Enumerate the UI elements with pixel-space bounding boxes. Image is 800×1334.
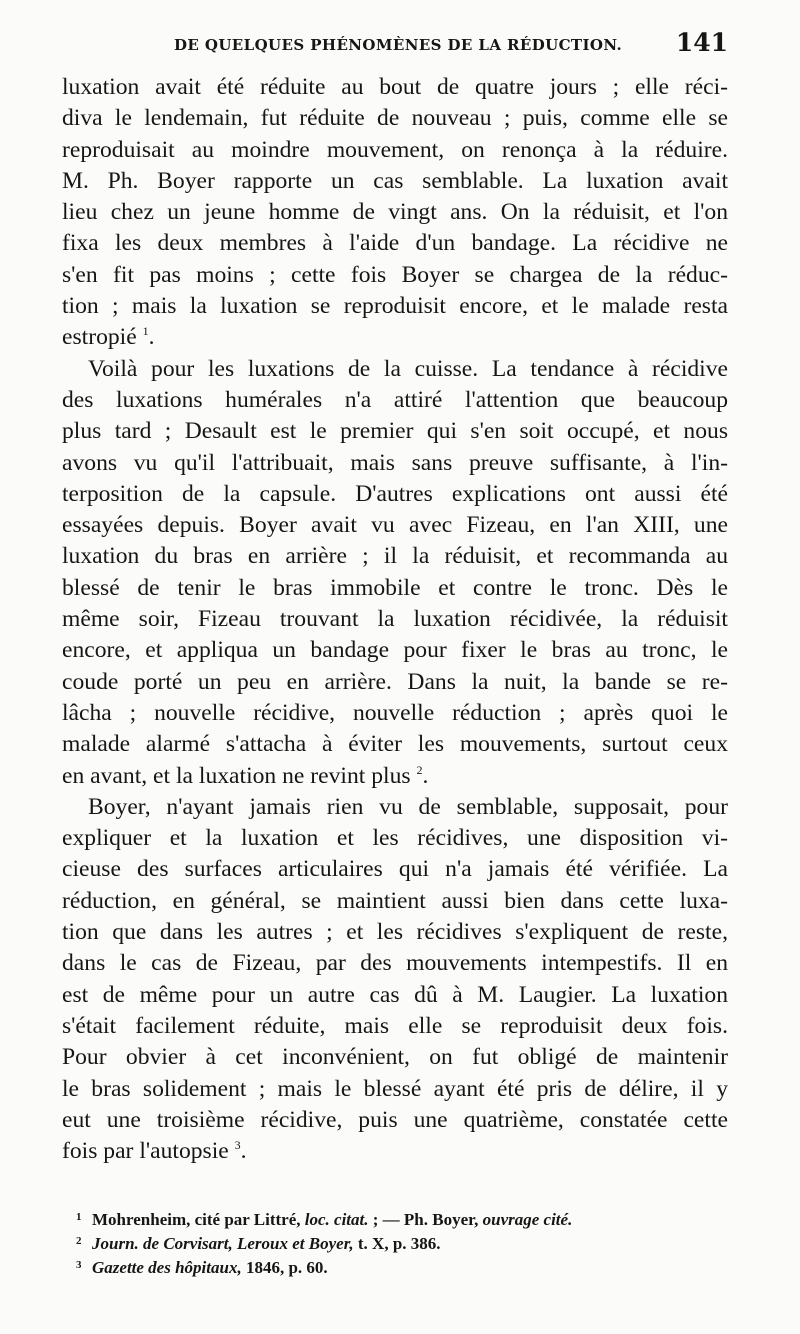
text-line [62,322,728,353]
text-line: cieuse des surfaces articulaires qui n'a jamais été vérifiée. La [62,856,728,883]
footnote-ref-3: 3 [234,1138,241,1153]
footnote-text: ; — Ph. Boyer, [368,1210,483,1229]
text-line: même soir, Fizeau trouvant la luxation récidivée, la réduisit [62,606,728,633]
text-line: dans le cas de Fizeau, par des mouvements intempestifs. Il en [62,950,728,977]
text-line: terposition de la capsule. D'autres explications ont aussi été [62,480,728,507]
text-line: Boyer, n'ayant jamais rien vu de semblable, supposait, pour [88,793,728,820]
text-line: lâcha ; nouvelle récidive, nouvelle réduction ; après quoi le [62,699,728,726]
footnote-1: 1 Mohrenheim, cité par Littré, loc. citat. ; — Ph. Boyer, ouvrage cité. [76,1210,573,1229]
text-line: M. Ph. Boyer rapporte un cas semblable. La luxation avait [62,167,728,194]
text-line: tion que dans les autres ; et les récidives s'expliquent de reste, [62,919,728,946]
footnote-text: 1846, p. 60. [241,1258,328,1277]
text-line: eut une troisième récidive, puis une quatrième, constatée cette [62,1106,728,1133]
footnote-text-italic: Gazette des hôpitaux, [92,1258,242,1277]
footnote-text: Mohrenheim, cité par Littré, [92,1210,305,1229]
footnote-3: 3 Gazette des hôpitaux, 1846, p. 60. [76,1258,328,1277]
text-line: blessé de tenir le bras immobile et contre le tronc. Dès le [62,574,728,601]
footnote-text-italic: Journ. de Corvisart, Leroux et Boyer, [92,1234,354,1253]
body-text [62,72,728,1167]
running-head [62,30,728,66]
footnote-ref-2: 2 [416,762,423,777]
text-line: des luxations humérales n'a attiré l'attention que beaucoup [62,386,728,413]
text-line: le bras solidement ; mais le blessé ayant été pris de délire, il y [62,1075,728,1102]
text-line: diva le lendemain, fut réduite de nouveau ; puis, comme elle se [62,105,728,132]
text-line: réduction, en général, se maintient aussi bien dans cette luxa- [62,887,728,914]
text-line: reproduisait au moindre mouvement, on renonça à la réduire. [62,136,728,163]
text-line: est de même pour un autre cas dû à M. Laugier. La luxation [62,981,728,1008]
footnote-2: 2 Journ. de Corvisart, Leroux et Boyer, t. X, p. 386. [76,1234,441,1253]
text-line: coude porté un peu en arrière. Dans la nuit, la bande se re- [62,668,728,695]
footnotes [62,1208,728,1280]
line-text: estropié [62,324,137,351]
text-line [62,1136,728,1167]
page-number: 141 [675,28,728,57]
footnote-text-italic: loc. citat. [304,1210,369,1229]
line-punct: . [148,324,155,351]
text-line [62,761,728,792]
running-title: DE QUELQUES PHÉNOMÈNES DE LA RÉDUCTION. [174,36,623,54]
text-line: malade alarmé s'attacha à éviter les mouvements, surtout ceux [62,731,728,758]
line-text: en avant, et la luxation ne revint plus [62,762,411,789]
line-punct: . [240,1138,247,1165]
text-line: Pour obvier à cet inconvénient, on fut obligé de maintenir [62,1044,728,1071]
line-punct: . [422,762,429,789]
text-line: encore, et appliqua un bandage pour fixer le bras au tronc, le [62,637,728,664]
text-line: lieu chez un jeune homme de vingt ans. On la réduisit, et l'on [62,199,728,226]
text-line: plus tard ; Desault est le premier qui s'en soit occupé, et nous [62,418,728,445]
footnote-text-italic: ouvrage cité. [482,1210,573,1229]
text-line: luxation avait été réduite au bout de quatre jours ; elle réci- [62,74,728,100]
text-line: essayées depuis. Boyer avait vu avec Fizeau, en l'an XIII, une [62,512,728,539]
text-line: expliquer et la luxation et les récidives, une disposition vi- [62,825,728,852]
text-line: tion ; mais la luxation se reproduisit encore, et le malade resta [62,293,728,320]
line-text: fois par l'autopsie [62,1138,229,1165]
text-line: fixa les deux membres à l'aide d'un bandage. La récidive ne [62,230,728,257]
text-line: s'était facilement réduite, mais elle se reproduisit deux fois. [62,1012,728,1039]
footnote-ref-1: 1 [142,324,149,339]
footnote-text: t. X, p. 386. [353,1234,441,1253]
text-line: luxation du bras en arrière ; il la réduisit, et recommanda au [62,543,728,570]
text-line: Voilà pour les luxations de la cuisse. La tendance à récidive [88,355,728,382]
text-line: avons vu qu'il l'attribuait, mais sans preuve suffisante, à l'in- [62,449,728,476]
text-line: s'en fit pas moins ; cette fois Boyer se chargea de la réduc- [62,261,728,288]
